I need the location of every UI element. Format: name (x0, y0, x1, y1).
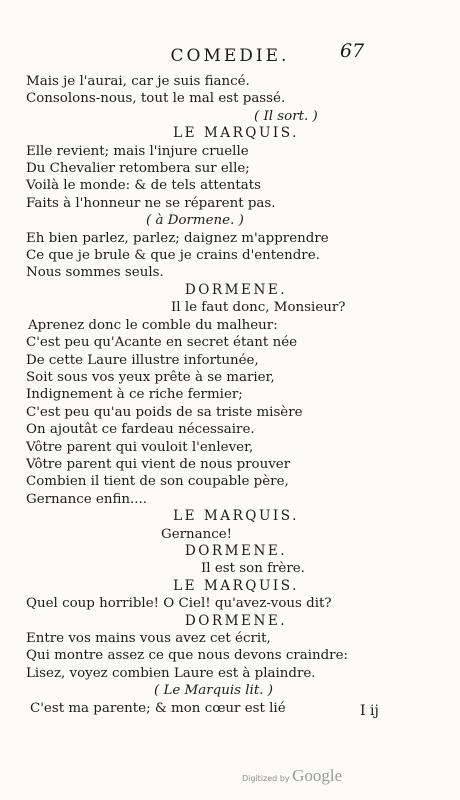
speaker-heading: DORMENE. (184, 612, 288, 629)
verse-line: Aprenez donc le comble du malheur: (28, 317, 278, 333)
verse-line: Il est son frère. (201, 561, 305, 577)
digitized-by-google (242, 766, 342, 786)
verse-line: Ce que je brule & que je crains d'entendre. (26, 248, 320, 264)
verse-line: Du Chevalier retombera sur elle; (26, 161, 250, 177)
verse-line: Nous sommes seuls. (26, 265, 164, 281)
google-brand: Google (292, 766, 343, 785)
play-text (26, 73, 426, 717)
verse-line: Faits à l'honneur ne se réparent pas. (26, 195, 276, 211)
verse-line: Quel coup horrible! O Ciel! qu'avez-vous dit? (26, 596, 332, 612)
verse-line: Mais je l'aurai, car je suis fiancé. (26, 74, 250, 89)
verse-line: Vôtre parent qui vouloit l'enlever, (26, 439, 254, 455)
speaker-heading: LE MARQUIS. (173, 508, 299, 525)
stage-direction: ( à Dormene. ) (146, 213, 244, 229)
verse-line: Il le faut donc, Monsieur? (171, 300, 346, 316)
stage-direction: ( Le Marquis lit. ) (154, 683, 273, 699)
speaker-heading: DORMENE. (184, 281, 288, 298)
verse-line: Voilà le monde: & de tels attentats (26, 178, 261, 194)
running-title: COMEDIE. (170, 46, 290, 66)
verse-line: Entre vos mains vous avez cet écrit, (26, 631, 271, 646)
verse-line: Elle revient; mais l'injure cruelle (26, 143, 249, 159)
verse-line: Eh bien parlez, parlez; daignez m'apprendre (26, 230, 329, 246)
verse-line: Qui montre assez ce que nous devons craindre: (26, 648, 349, 664)
verse-line: De cette Laure illustre infortunée, (26, 352, 259, 368)
digitized-prefix: Digitized by (242, 774, 290, 783)
printer-signature-mark: I ij (360, 703, 379, 719)
verse-line: Gernance! (161, 526, 233, 542)
stage-direction: ( Il sort. ) (254, 108, 318, 124)
speaker-heading: DORMENE. (184, 542, 288, 559)
speaker-heading: LE MARQUIS. (173, 577, 299, 594)
page-number: 67 (340, 40, 365, 62)
verse-line: C'est peu qu'au poids de sa triste misère (26, 404, 303, 420)
verse-line: Vôtre parent qui vient de nous prouver (26, 456, 291, 472)
verse-line: On ajoutât ce fardeau nécessaire. (26, 422, 255, 438)
verse-line: C'est peu qu'Acante en secret étant née (26, 335, 298, 351)
speaker-heading: LE MARQUIS. (173, 125, 299, 142)
verse-line: Soit sous vos yeux prête à se marier, (26, 369, 275, 385)
verse-line: Consolons-nous, tout le mal est passé. (26, 91, 286, 107)
verse-line: Combien il tient de son coupable père, (26, 474, 289, 490)
verse-line: Indignement à ce riche fermier; (26, 387, 243, 403)
verse-line: C'est ma parente; & mon cœur est lié (30, 700, 286, 716)
verse-line: Gernance enfin.... (26, 491, 148, 507)
verse-line: Lisez, voyez combien Laure est à plaindre. (26, 665, 316, 681)
